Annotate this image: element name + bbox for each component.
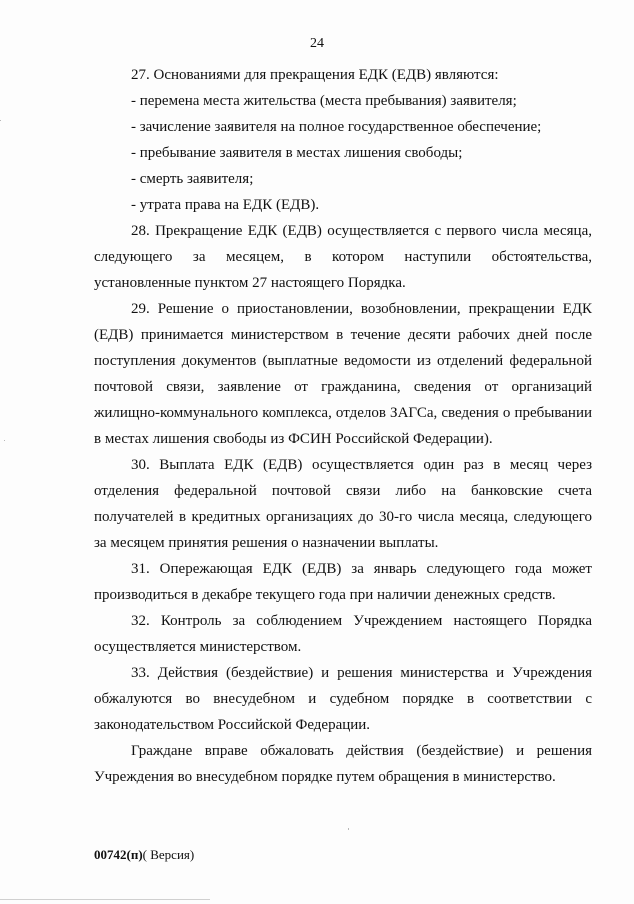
scan-artifact (0, 899, 210, 900)
page-number: 24 (310, 36, 324, 51)
document-code: 00742(п) (94, 847, 143, 862)
paragraph-28: 28. Прекращение ЕДК (ЕДВ) осуществляется с первого числа месяца, следующего за месяцем, в котором наступили обстоятельства, установленные пунктом 27 настоящего Порядка. (94, 223, 592, 291)
scan-artifact (0, 120, 1, 121)
paragraph-29: 29. Решение о приостановлении, возобновлении, прекращении ЕДК (ЕДВ) принимается министерством в течение десяти рабочих дней после поступления документов (выплатные ведомости из отделений федеральной почтовой связи, заявление от гражданина, сведения от организаций жилищно-коммунального комплекса, отделов ЗАГСа, сведения о пребывании в местах лишения свободы из ФСИН Российской Федерации). (94, 301, 592, 447)
list-item: - утрата права на ЕДК (ЕДВ). (131, 197, 320, 213)
paragraph-31: 31. Опережающая ЕДК (ЕДВ) за январь следующего года может производиться в декабре текущего года при наличии денежных средств. (94, 561, 592, 603)
document-footer (94, 847, 194, 863)
section-27-intro: 27. Основаниями для прекращения ЕДК (ЕДВ) являются: (131, 67, 499, 83)
paragraph-appeal: Граждане вправе обжаловать действия (бездействие) и решения Учреждения во внесудебном порядке путем обращения в министерство. (94, 743, 592, 785)
list-item: - перемена места жительства (места пребывания) заявителя; (131, 93, 517, 109)
paragraph-30: 30. Выплата ЕДК (ЕДВ) осуществляется один раз в месяц через отделения федеральной почтовой связи либо на банковские счета получателей в кредитных организациях до 30-го числа месяца, следующего за месяцем принятия решения о назначении выплаты. (94, 457, 592, 551)
scan-artifact (348, 828, 349, 830)
paragraph-32: 32. Контроль за соблюдением Учреждением настоящего Порядка осуществляется министерством. (94, 613, 592, 655)
scan-artifact (4, 440, 5, 441)
paragraph-33: 33. Действия (бездействие) и решения министерства и Учреждения обжалуются во внесудебном и судебном порядке в соответствии с законодательством Российской Федерации. (94, 665, 592, 733)
list-item: - пребывание заявителя в местах лишения свободы; (131, 145, 463, 161)
list-item: - смерть заявителя; (131, 171, 254, 187)
document-version: ( Версия) (142, 847, 195, 862)
document-body (94, 62, 592, 790)
list-item: - зачисление заявителя на полное государственное обеспечение; (131, 119, 542, 135)
